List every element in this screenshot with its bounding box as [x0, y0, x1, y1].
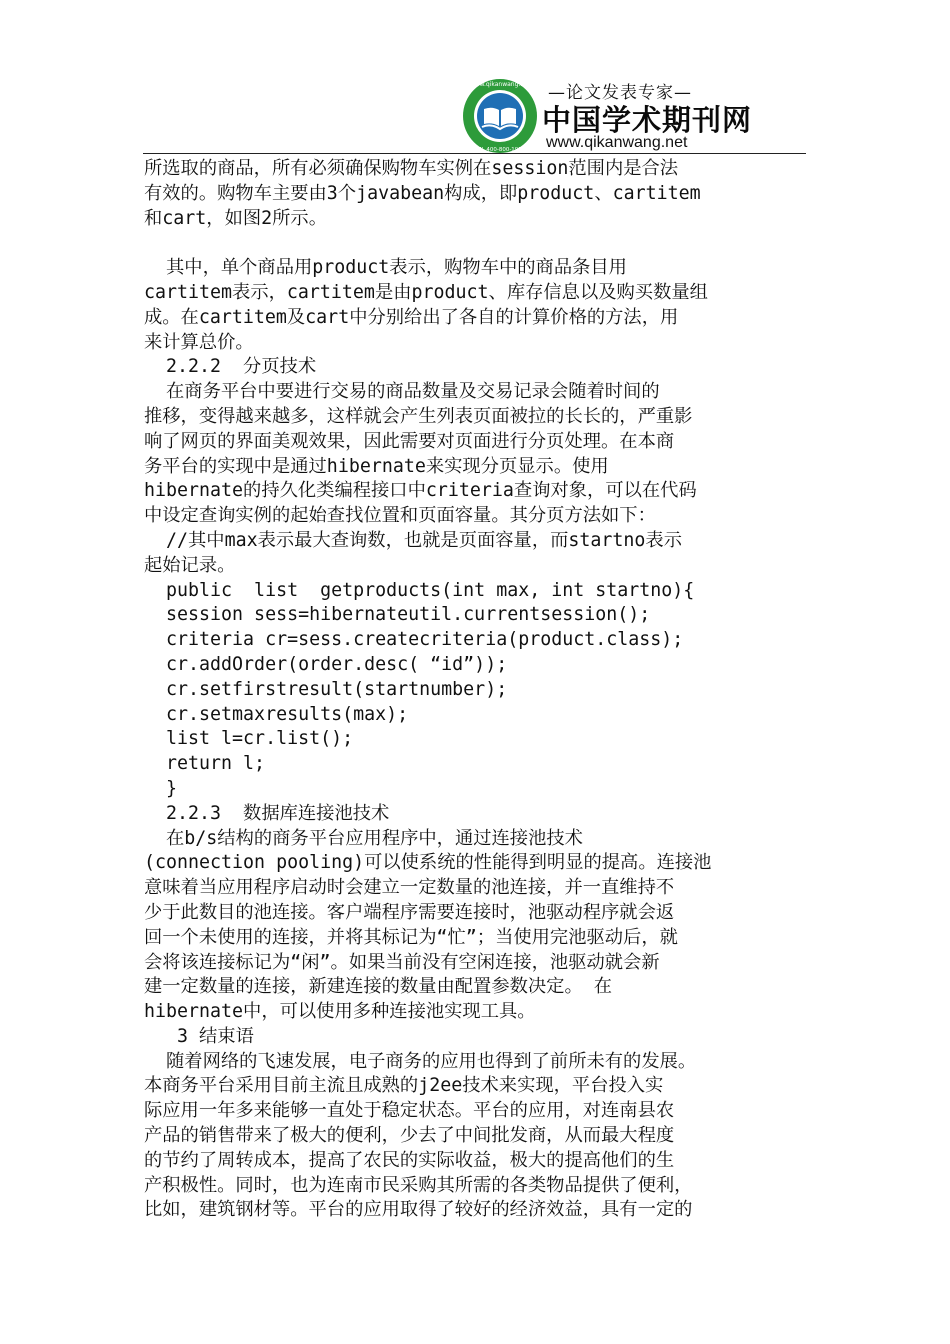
- logo-ring-text-bottom: TEL 400-800-1933: [474, 147, 526, 153]
- page-header: [458, 76, 758, 154]
- body-line: 推移，变得越来越多，这样就会产生列表页面被拉的长长的，严重影: [144, 405, 693, 427]
- body-line: }: [144, 777, 178, 799]
- site-name: 中国学术期刊网: [542, 103, 753, 137]
- body-line: 和cart，如图2所示。: [144, 207, 327, 229]
- body-line: cr.addOrder(order.desc( “id”));: [144, 653, 508, 675]
- body-line: 在商务平台中要进行交易的商品数量及交易记录会随着时间的: [144, 381, 660, 403]
- header-tagline: —论文发表专家—: [548, 83, 692, 103]
- body-line: hibernate中，可以使用多种连接池实现工具。: [144, 1001, 536, 1023]
- body-line: 起始记录。: [144, 554, 236, 576]
- body-line: cartitem表示，cartitem是由product、库存信息以及购买数量组: [144, 281, 708, 303]
- body-line: 2.2.2 分页技术: [144, 356, 317, 378]
- body-line: 其中，单个商品用product表示，购物车中的商品条目用: [144, 257, 627, 279]
- body-line: cr.setfirstresult(startnumber);: [144, 678, 508, 700]
- body-line: session sess=hibernateutil.currentsession();: [144, 604, 651, 626]
- body-line: 在b/s结构的商务平台应用程序中，通过连接池技术: [144, 827, 583, 849]
- body-line: 比如，建筑钢材等。平台的应用取得了较好的经济效益，具有一定的: [144, 1199, 693, 1221]
- body-line: 2.2.3 数据库连接池技术: [144, 802, 390, 824]
- body-line: return l;: [144, 753, 266, 775]
- body-line: 务平台的实现中是通过hibernate来实现分页显示。使用: [144, 455, 609, 477]
- body-line: public list getproducts(int max, int startno){: [144, 579, 695, 601]
- header-divider: [143, 153, 806, 154]
- body-line: [144, 231, 804, 256]
- body-line: 成。在cartitem及cart中分别给出了各自的计算价格的方法，用: [144, 306, 679, 328]
- body-line: 少于此数目的池连接。客户端程序需要连接时，池驱动程序就会返: [144, 901, 675, 923]
- body-line: 本商务平台采用目前主流且成熟的j2ee技术来实现，平台投入实: [144, 1075, 664, 1097]
- body-line: list l=cr.list();: [144, 728, 354, 750]
- body-line: 3 结束语: [144, 1025, 254, 1047]
- body-line: cr.setmaxresults(max);: [144, 703, 409, 725]
- body-line: //其中max表示最大查询数，也就是页面容量，而startno表示: [144, 529, 682, 551]
- body-line: 产积极性。同时，也为连南市民采购其所需的各类物品提供了便利，: [144, 1174, 693, 1196]
- body-line: (connection pooling)可以使系统的性能得到明显的提高。连接池: [144, 852, 712, 874]
- body-line: 会将该连接标记为“闲”。如果当前没有空闲连接，池驱动就会新: [144, 951, 660, 973]
- body-line: 际应用一年多来能够一直处于稳定状态。平台的应用，对连南县农: [144, 1100, 675, 1122]
- body-line: 中设定查询实例的起始查找位置和页面容量。其分页方法如下：: [144, 505, 656, 527]
- body-line: criteria cr=sess.createcriteria(product.class);: [144, 629, 684, 651]
- body-line: hibernate的持久化类编程接口中criteria查询对象，可以在代码: [144, 480, 697, 502]
- body-line: 来计算总价。: [144, 331, 254, 353]
- body-line: 的节约了周转成本，提高了农民的实际收益，极大的提高他们的生: [144, 1149, 675, 1171]
- body-line: 有效的。购物车主要由3个javabean构成，即product、cartitem: [144, 182, 701, 204]
- body-line: 所选取的商品，所有必须确保购物车实例在session范围内是合法: [144, 158, 679, 179]
- body-line: 响了网页的界面美观效果，因此需要对页面进行分页处理。在本商: [144, 430, 675, 452]
- article-body: [144, 157, 804, 1223]
- body-line: 意味着当应用程序启动时会建立一定数量的池连接，并一直维持不: [144, 877, 675, 899]
- body-line: 建一定数量的连接，新建连接的数量由配置参数决定。 在: [144, 976, 613, 998]
- site-logo-icon: [462, 78, 538, 154]
- logo-ring-text: www.qikanwang.net: [469, 81, 531, 88]
- body-line: 随着网络的飞速发展，电子商务的应用也得到了前所未有的发展。: [144, 1050, 697, 1072]
- body-line: 产品的销售带来了极大的便利，少去了中间批发商，从而最大程度: [144, 1125, 675, 1147]
- site-url[interactable]: www.qikanwang.net: [546, 134, 688, 151]
- body-line: 回一个未使用的连接，并将其标记为“忙”；当使用完池驱动后，就: [144, 926, 678, 948]
